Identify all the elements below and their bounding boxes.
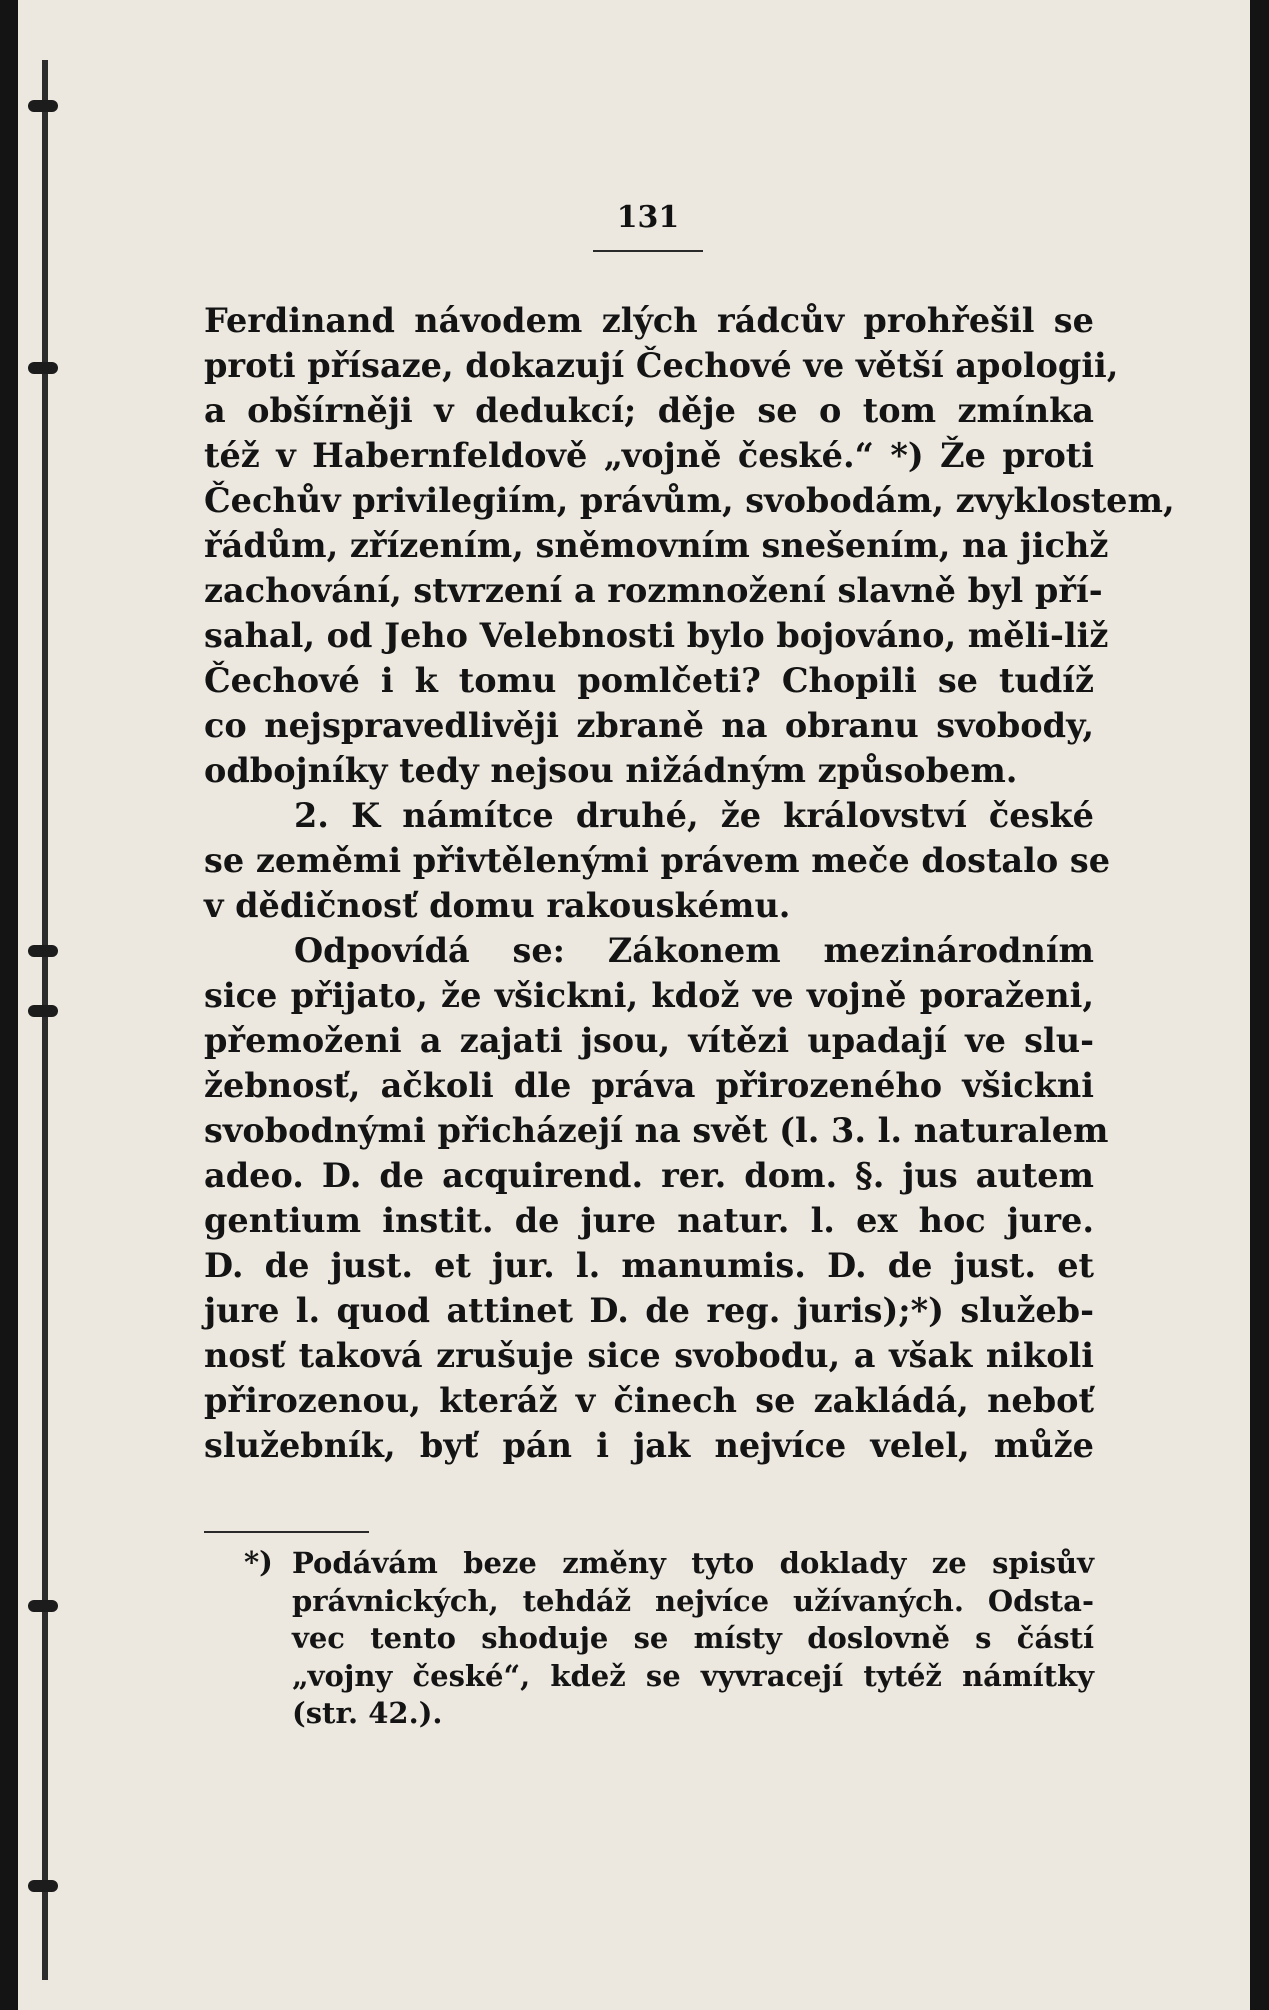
text-line: jure l. quod attinet D. de reg. juris);*) služeb- <box>204 1291 1094 1330</box>
footnote-line: „vojny české“, kdež se vyvracejí tytéž námítky <box>292 1658 1094 1693</box>
text-line: v dědičnosť domu rakouskému. <box>204 886 791 925</box>
text-line: sice přijato, že všickni, kdož ve vojně poraženi, <box>204 976 1094 1015</box>
page-number-rule <box>593 250 703 252</box>
footnote-line: (str. 42.). <box>292 1696 443 1730</box>
binding-spine <box>42 60 48 1980</box>
footnote-marker: *) <box>244 1545 273 1579</box>
text-line: zachování, stvrzení a rozmnožení slavně byl pří- <box>204 571 1103 610</box>
text-line: služebník, byť pán i jak nejvíce velel, může <box>204 1426 1094 1465</box>
text-line: řádům, zřízením, sněmovním snešením, na jichž <box>204 526 1109 565</box>
text-line: gentium instit. de jure natur. l. ex hoc jure. <box>204 1201 1094 1240</box>
text-line: Odpovídá se: Zákonem mezinárodním <box>294 931 1094 970</box>
binding-mark <box>28 945 58 957</box>
text-line: svobodnými přicházejí na svět (l. 3. l. naturalem <box>204 1111 1109 1150</box>
text-line: Ferdinand návodem zlých rádcův prohřešil se <box>204 301 1094 340</box>
footnote-rule <box>204 1531 369 1533</box>
text-line: též v Habernfeldově „vojně české.“ *) Že proti <box>204 436 1094 475</box>
binding-mark <box>28 100 58 112</box>
text-line: odbojníky tedy nejsou nižádným způsobem. <box>204 751 1018 790</box>
page-number: 131 <box>616 200 680 235</box>
text-line: přemoženi a zajati jsou, vítězi upadají ve slu- <box>204 1021 1094 1060</box>
footnote <box>246 1545 1094 1733</box>
text-line: žebnosť, ačkoli dle práva přirozeného všickni <box>204 1066 1094 1105</box>
text-line: adeo. D. de acquirend. rer. dom. §. jus autem <box>204 1156 1094 1195</box>
book-page <box>18 0 1250 2010</box>
text-line: proti přísaze, dokazují Čechové ve větší apologii, <box>204 346 1119 385</box>
text-line: 2. K námítce druhé, že království české <box>294 796 1094 835</box>
binding-mark <box>28 1005 58 1017</box>
text-line: sahal, od Jeho Velebnosti bylo bojováno, měli-liž <box>204 616 1109 655</box>
text-line: nosť taková zrušuje sice svobodu, a však nikoli <box>204 1336 1094 1375</box>
binding-mark <box>28 1600 58 1612</box>
text-line: se zeměmi přivtělenými právem meče dostalo se <box>204 841 1111 880</box>
text-line: co nejspravedlivěji zbraně na obranu svobody, <box>204 706 1094 745</box>
text-line: Čechův privilegiím, právům, svobodám, zvyklostem, <box>204 481 1175 520</box>
body-text <box>204 298 1175 1468</box>
text-line: Čechové i k tomu pomlčeti? Chopili se tudíž <box>204 661 1094 700</box>
footnote-line: právnických, tehdáž nejvíce užívaných. Odsta- <box>292 1583 1094 1618</box>
binding-mark <box>28 1880 58 1892</box>
binding-mark <box>28 362 58 374</box>
footnote-line: Podávám beze změny tyto doklady ze spisův <box>292 1546 1094 1580</box>
text-line: přirozenou, kteráž v činech se zakládá, neboť <box>204 1381 1094 1420</box>
text-line: a obšírněji v dedukcí; děje se o tom zmínka <box>204 391 1094 430</box>
footnote-line: vec tento shoduje se místy doslovně s částí <box>292 1621 1094 1655</box>
text-line: D. de just. et jur. l. manumis. D. de just. et <box>204 1246 1094 1285</box>
